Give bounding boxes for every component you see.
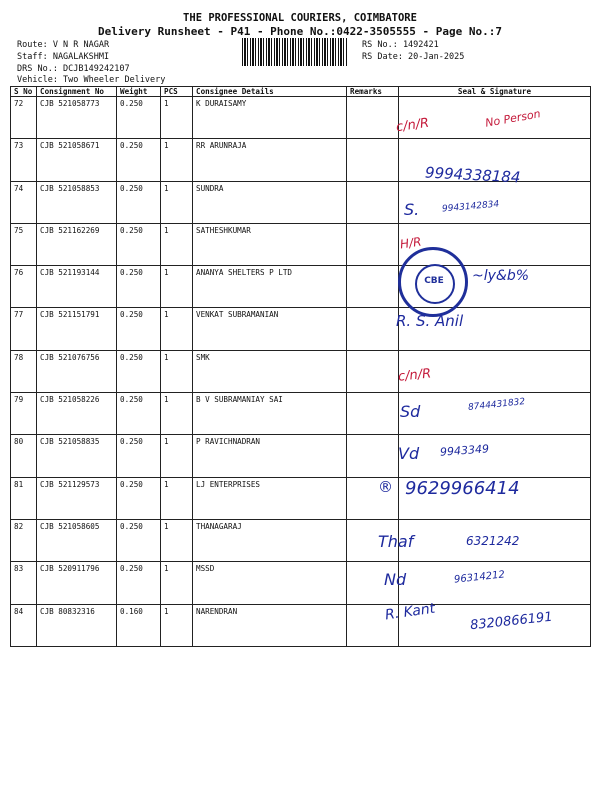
row-consignee: SATHESHKUMAR <box>193 223 347 265</box>
row-sno: 83 <box>11 562 37 604</box>
row-seal-signature <box>399 435 591 477</box>
col-consignment: Consignment No <box>37 87 117 97</box>
handwriting-r83-phone: 96314212 <box>453 569 506 586</box>
handwriting-r83-initial: Nd <box>384 570 407 589</box>
row-sno: 78 <box>11 350 37 392</box>
row-consignment-no: CJB 521129573 <box>37 477 117 519</box>
table-row <box>11 435 591 477</box>
row-consignment-no: CJB 521058671 <box>37 139 117 181</box>
row-pcs: 1 <box>161 604 193 646</box>
row-consignee: LJ ENTERPRISES <box>193 477 347 519</box>
col-consignee: Consignee Details <box>193 87 347 97</box>
row-remarks <box>347 223 399 265</box>
col-sno: S No <box>11 87 37 97</box>
row-sno: 84 <box>11 604 37 646</box>
seal-text: CBE <box>424 276 444 286</box>
row-remarks <box>347 393 399 435</box>
row-weight: 0.250 <box>117 393 161 435</box>
rs-number: RS No.: 1492421 <box>362 40 439 50</box>
company-title: THE PROFESSIONAL COURIERS, COIMBATORE <box>183 12 417 24</box>
col-weight: Weight <box>117 87 161 97</box>
row-consignment-no: CJB 521193144 <box>37 266 117 308</box>
row-weight: 0.250 <box>117 139 161 181</box>
row-sno: 72 <box>11 97 37 139</box>
row-consignee: VENKAT SUBRAMANIAN <box>193 308 347 350</box>
handwriting-r72-mark: c/n/R <box>395 115 431 136</box>
row-weight: 0.250 <box>117 181 161 223</box>
handwriting-r81-initial: ® <box>378 478 393 496</box>
row-consignment-no: CJB 80832316 <box>37 604 117 646</box>
row-remarks <box>347 97 399 139</box>
col-seal: Seal & Signature <box>399 87 591 97</box>
row-weight: 0.250 <box>117 223 161 265</box>
row-sno: 77 <box>11 308 37 350</box>
handwriting-r80-phone: 9943349 <box>439 442 490 459</box>
row-pcs: 1 <box>161 519 193 561</box>
table-row <box>11 350 591 392</box>
row-weight: 0.250 <box>117 266 161 308</box>
row-sno: 73 <box>11 139 37 181</box>
row-remarks <box>347 139 399 181</box>
rs-date: RS Date: 20-Jan-2025 <box>362 52 465 62</box>
row-seal-signature <box>399 393 591 435</box>
row-weight: 0.250 <box>117 477 161 519</box>
row-consignment-no: CJB 521058605 <box>37 519 117 561</box>
handwriting-r82-phone: 6321242 <box>466 534 520 548</box>
row-consignment-no: CJB 521162269 <box>37 223 117 265</box>
handwriting-r73-phone: 9994338184 <box>424 163 521 187</box>
handwriting-r72-note: No Person <box>484 107 542 130</box>
table-row <box>11 223 591 265</box>
row-consignee: SUNDRA <box>193 181 347 223</box>
row-sno: 79 <box>11 393 37 435</box>
row-consignment-no: CJB 520911796 <box>37 562 117 604</box>
barcode <box>242 38 348 66</box>
runsheet-subtitle: Delivery Runsheet - P41 - Phone No.:0422-3505555 - Page No.:7 <box>98 25 502 38</box>
row-weight: 0.250 <box>117 562 161 604</box>
row-remarks <box>347 435 399 477</box>
row-consignee: B V SUBRAMANIAY SAI <box>193 393 347 435</box>
row-consignee: K DURAISAMY <box>193 97 347 139</box>
row-consignee: MSSD <box>193 562 347 604</box>
row-remarks <box>347 266 399 308</box>
route-label: Route: V N R NAGAR <box>17 40 110 50</box>
row-consignee: SMK <box>193 350 347 392</box>
handwriting-r84-sign: R. Kant <box>384 600 437 624</box>
table-row <box>11 308 591 350</box>
row-weight: 0.250 <box>117 519 161 561</box>
row-remarks <box>347 308 399 350</box>
row-pcs: 1 <box>161 562 193 604</box>
row-consignee: ANANYA SHELTERS P LTD <box>193 266 347 308</box>
row-pcs: 1 <box>161 477 193 519</box>
row-sno: 81 <box>11 477 37 519</box>
row-consignment-no: CJB 521058773 <box>37 97 117 139</box>
table-row <box>11 181 591 223</box>
row-sno: 80 <box>11 435 37 477</box>
staff-label: Staff: NAGALAKSHMI <box>17 52 110 62</box>
row-pcs: 1 <box>161 139 193 181</box>
row-pcs: 1 <box>161 350 193 392</box>
row-pcs: 1 <box>161 223 193 265</box>
table-row <box>11 562 591 604</box>
handwriting-r81-phone: 9629966414 <box>405 478 520 499</box>
row-consignee: P RAVICHNADRAN <box>193 435 347 477</box>
row-pcs: 1 <box>161 181 193 223</box>
handwriting-r84-phone: 8320866191 <box>469 609 554 634</box>
col-pcs: PCS <box>161 87 193 97</box>
row-remarks <box>347 350 399 392</box>
row-weight: 0.160 <box>117 604 161 646</box>
handwriting-r74-initial: S. <box>404 200 420 219</box>
vehicle-label: Vehicle: Two Wheeler Delivery <box>17 75 166 85</box>
handwriting-r82-initial: Thaf <box>378 532 414 551</box>
row-consignee: RR ARUNRAJA <box>193 139 347 181</box>
row-weight: 0.250 <box>117 435 161 477</box>
row-pcs: 1 <box>161 97 193 139</box>
handwriting-r79-phone: 8744431832 <box>467 397 526 413</box>
row-sno: 82 <box>11 519 37 561</box>
handwriting-r75-mark: H/R <box>399 234 423 252</box>
col-remarks: Remarks <box>347 87 399 97</box>
row-sno: 76 <box>11 266 37 308</box>
row-weight: 0.250 <box>117 97 161 139</box>
handwriting-r78-mark: c/n/R <box>397 366 432 385</box>
row-consignment-no: CJB 521058226 <box>37 393 117 435</box>
handwriting-r76-sign: ~ly&b% <box>472 268 530 284</box>
row-consignment-no: CJB 521058853 <box>37 181 117 223</box>
row-pcs: 1 <box>161 266 193 308</box>
row-consignment-no: CJB 521151791 <box>37 308 117 350</box>
row-weight: 0.250 <box>117 350 161 392</box>
table-header-row <box>11 87 591 97</box>
handwriting-r79-initial: Sd <box>400 402 421 421</box>
row-consignee: THANAGARAJ <box>193 519 347 561</box>
row-seal-signature <box>399 562 591 604</box>
handwriting-r77-sign: R. S. Anil <box>396 312 464 330</box>
row-consignment-no: CJB 521058835 <box>37 435 117 477</box>
row-weight: 0.250 <box>117 308 161 350</box>
row-consignment-no: CJB 521076756 <box>37 350 117 392</box>
row-remarks <box>347 181 399 223</box>
row-sno: 74 <box>11 181 37 223</box>
row-pcs: 1 <box>161 435 193 477</box>
row-consignee: NARENDRAN <box>193 604 347 646</box>
row-sno: 75 <box>11 223 37 265</box>
handwriting-r74-phone: 9943142834 <box>441 199 500 215</box>
drs-label: DRS No.: DCJB149242107 <box>17 64 130 74</box>
row-pcs: 1 <box>161 393 193 435</box>
row-pcs: 1 <box>161 308 193 350</box>
handwriting-r80-initial: Vd <box>398 444 420 463</box>
company-seal-stamp <box>398 247 468 317</box>
